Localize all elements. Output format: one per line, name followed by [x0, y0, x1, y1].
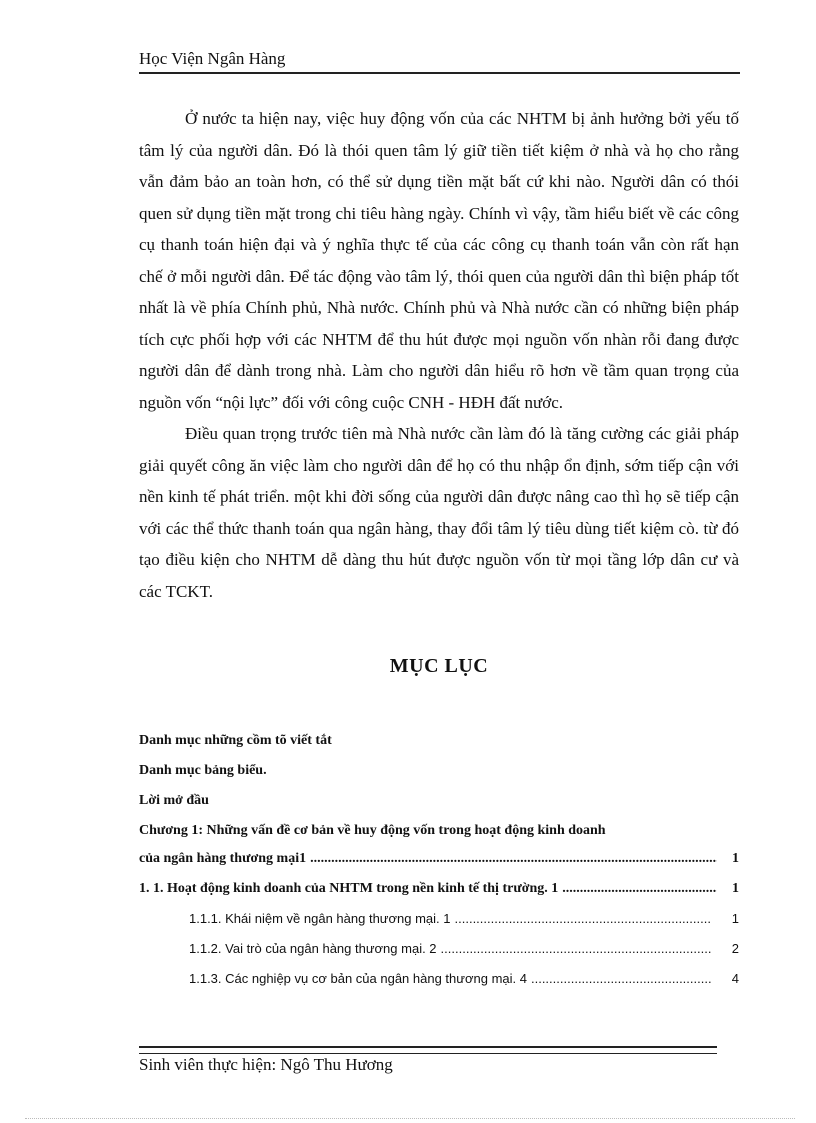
toc-item — [139, 758, 739, 788]
table-of-contents — [139, 728, 739, 998]
toc-item — [139, 788, 739, 818]
toc-page-number: 4 — [731, 971, 739, 986]
toc-leader-dots — [562, 878, 717, 900]
toc-subitem — [139, 968, 739, 998]
toc-title: MỤC LỤC — [389, 655, 489, 677]
toc-item-label: Lời mở đầu — [139, 793, 209, 808]
toc-item-label: Danh mục những cồm tõ viết tắt — [139, 733, 332, 748]
toc-item-label: Chương 1: Những vấn đề cơ bản về huy động vốn trong hoạt động kinh doanh — [139, 823, 606, 838]
header-title: Học Viện Ngân Hàng — [139, 49, 286, 68]
toc-subitem — [139, 908, 739, 938]
page-edge-line — [25, 1118, 795, 1119]
toc-item-label: của ngân hàng thương mại1 — [139, 851, 307, 866]
toc-page-number: 1 — [732, 851, 739, 866]
toc-leader-dots — [455, 908, 711, 930]
toc-leader-dots — [531, 968, 711, 990]
toc-leader-dots — [441, 938, 711, 960]
toc-subitem — [139, 938, 739, 968]
toc-item — [139, 728, 739, 758]
toc-item-label: 1.1.2. Vai trò của ngân hàng thương mại. 2 — [189, 941, 437, 956]
footer-author: Sinh viên thực hiện: Ngô Thu Hương — [139, 1055, 393, 1074]
toc-page-number: 2 — [731, 941, 739, 956]
paragraph: Điều quan trọng trước tiên mà Nhà nước cần làm đó là tăng cường các giải pháp giải quyết công ăn việc làm cho người dân để họ có thu nhập ổn định, sớm tiếp cận với nền kinh tế phát triển. một khi đời sống của người dân được nâng cao thì họ sẽ tiếp cận với các thể thức thanh toán qua ngân hàng, thay đổi tâm lý tiêu dùng tiết kiệm cò. từ đó tạo điều kiện cho NHTM dễ dàng thu hút được nguồn vốn từ mọi tầng lớp dân cư và các TCKT. — [139, 424, 739, 601]
toc-page-number: 1 — [731, 911, 739, 926]
toc-item — [139, 878, 739, 908]
toc-item-label: 1.1.1. Khái niệm về ngân hàng thương mại. 1 — [189, 911, 451, 926]
footer-rule — [139, 1046, 717, 1054]
toc-item — [139, 848, 739, 878]
paragraph: Ở nước ta hiện nay, việc huy động vốn của các NHTM bị ảnh hưởng bởi yếu tố tâm lý của người dân. Đó là thói quen tâm lý giữ tiền tiết kiệm ở nhà và họ cho rằng vẫn đảm bảo an toàn hơn, có thể sử dụng tiền mặt bất cứ khi nào. Người dân có thói quen sử dụng tiền mặt trong chi tiêu hàng ngày. Chính vì vậy, tầm hiểu biết về các công cụ thanh toán hiện đại và ý nghĩa thực tế của các công cụ thanh toán vẫn còn rất hạn chế ở mỗi người dân. Để tác động vào tâm lý, thói quen của người dân thì biện pháp tốt nhất là về phía Chính phủ, Nhà nước. Chính phủ và Nhà nước cần có những biện pháp tích cực phối hợp với các NHTM để thu hút được mọi nguồn vốn nhàn rỗi đang được người dân để dành trong nhà. Làm cho người dân hiểu rõ hơn về tầm quan trọng của nguồn vốn “nội lực” đối với công cuộc CNH - HĐH đất nước. — [139, 109, 739, 412]
toc-page-number: 1 — [732, 881, 739, 896]
toc-item-label: 1.1.3. Các nghiệp vụ cơ bản của ngân hàng thương mại. 4 — [189, 971, 527, 986]
toc-item — [139, 818, 739, 848]
toc-leader-dots — [310, 848, 717, 870]
toc-item-label: Danh mục bảng biểu. — [139, 763, 267, 778]
body-text — [139, 103, 739, 607]
page-header — [139, 48, 740, 74]
toc-item-label: 1. 1. Hoạt động kinh doanh của NHTM trong nền kinh tế thị trường. 1 — [139, 881, 559, 896]
